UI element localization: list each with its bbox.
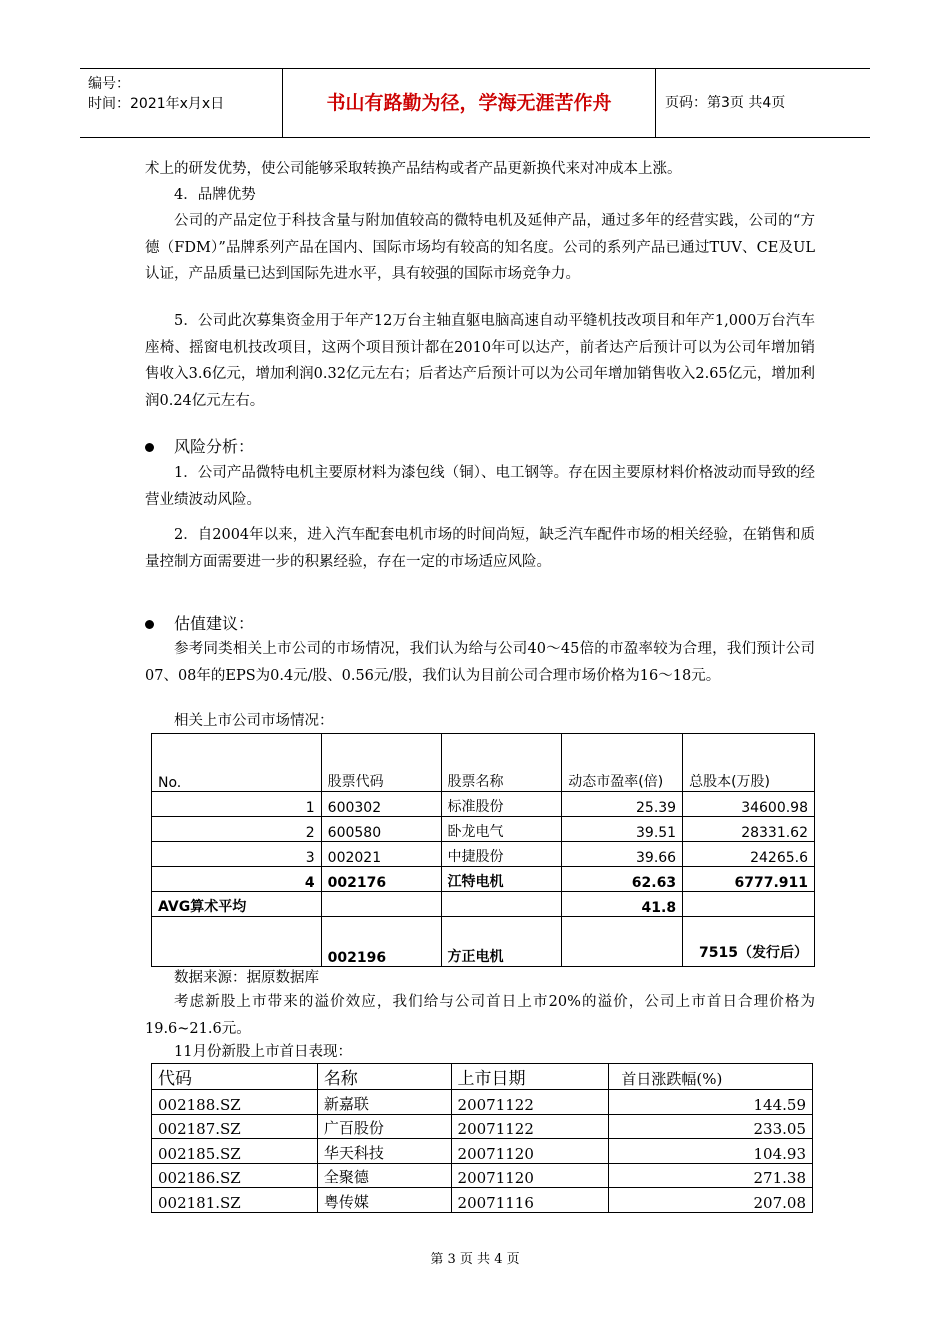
cell: 华天科技: [317, 1139, 451, 1164]
comparable-companies-table: [151, 733, 815, 967]
time-label: 时间：2021年x月x日: [88, 96, 225, 112]
cell: 20071120: [451, 1163, 609, 1188]
cell: 41.8: [562, 892, 683, 917]
cell: [441, 892, 562, 917]
table-row: [152, 1090, 813, 1115]
cell: 002021: [321, 842, 441, 867]
cell: 39.51: [562, 817, 683, 842]
cell: 104.93: [609, 1139, 813, 1164]
cell: 6777.911: [683, 867, 815, 892]
cell: 4: [152, 867, 322, 892]
risk-heading: [145, 434, 254, 457]
cell: 002185.SZ: [152, 1139, 318, 1164]
cell: 62.63: [562, 867, 683, 892]
cell: 方正电机: [441, 917, 562, 967]
table-row: [152, 1163, 813, 1188]
paragraph-risk-1: 1．公司产品微特电机主要原材料为漆包线（铜）、电工钢等。存在因主要原材料价格波动而导致的经营业绩波动风险。: [145, 465, 815, 508]
cell: 600580: [321, 817, 441, 842]
cell: [321, 892, 441, 917]
header-cell: 总股本(万股): [683, 734, 815, 792]
valuation-heading: [145, 611, 254, 634]
header-cell: 首日涨跌幅(%): [609, 1064, 813, 1090]
cell: 002181.SZ: [152, 1188, 318, 1213]
cell: 233.05: [609, 1114, 813, 1139]
page-footer: 第 3 页 共 4 页: [430, 1252, 520, 1267]
cell: 卧龙电气: [441, 817, 562, 842]
cell: 002196: [321, 917, 441, 967]
cell: 20071120: [451, 1139, 609, 1164]
table-row: [152, 817, 815, 842]
paragraph-tech: 术上的研发优势，使公司能够采取转换产品结构或者产品更新换代来对冲成本上涨。: [145, 161, 682, 177]
data-source: 数据来源：据原数据库: [174, 970, 319, 986]
header-motto: 书山有路勤为径，学海无涯苦作舟: [283, 69, 656, 137]
cell: [152, 917, 322, 967]
cell: 新嘉联: [317, 1090, 451, 1115]
cell: 002186.SZ: [152, 1163, 318, 1188]
table-header-row: [152, 1064, 813, 1090]
cell: 25.39: [562, 792, 683, 817]
cell: 中捷股份: [441, 842, 562, 867]
header-cell: 名称: [317, 1064, 451, 1090]
paragraph-risk-2: 2．自2004年以来，进入汽车配套电机市场的时间尚短，缺乏汽车配件市场的相关经验，在销售和质量控制方面需要进一步的积累经验，存在一定的市场适应风险。: [145, 527, 815, 570]
table-row: [152, 1114, 813, 1139]
paragraph-valuation: 参考同类相关上市公司的市场情况，我们认为给与公司40～45倍的市盈率较为合理，我们预计公司07、08年的EPS为0.4元/股、0.56元/股，我们认为目前公司合理市场价格为16～18元。: [145, 641, 815, 684]
cell: 39.66: [562, 842, 683, 867]
cell: 271.38: [609, 1163, 813, 1188]
table-header-row: [152, 734, 815, 792]
table-row: [152, 842, 815, 867]
header-page-label: 页码：第3页 共4页: [665, 95, 786, 111]
cell: 全聚德: [317, 1163, 451, 1188]
table-row: [152, 792, 815, 817]
cell: 1: [152, 792, 322, 817]
cell: 600302: [321, 792, 441, 817]
cell: 002176: [321, 867, 441, 892]
cell: 粤传媒: [317, 1188, 451, 1213]
bullet-icon: [145, 620, 154, 629]
cell: 标准股份: [441, 792, 562, 817]
header-cell: 代码: [152, 1064, 318, 1090]
table-row: [152, 1139, 813, 1164]
table2-caption: 11月份新股上市首日表现：: [174, 1044, 352, 1060]
header-cell: 动态市盈率(倍): [562, 734, 683, 792]
bullet-icon: [145, 443, 154, 452]
cell: 002187.SZ: [152, 1114, 318, 1139]
paragraph-funds: 5．公司此次募集资金用于年产12万台主轴直躯电脑高速自动平缝机技改项目和年产1,000万台汽车座椅、摇窗电机技改项目，这两个项目预计都在2010年可以达产，前者达产后预计可以为公司年增加销售收入3.6亿元，增加利润0.32亿元左右；后者达产后预计可以为公司年增加销售收入2.65亿元，增加利润0.24亿元左右。: [145, 313, 815, 409]
cell: 207.08: [609, 1188, 813, 1213]
heading-brand: 4．品牌优势: [174, 187, 256, 203]
header-cell: No.: [152, 734, 322, 792]
cell: 144.59: [609, 1090, 813, 1115]
cell: [683, 892, 815, 917]
cell: [562, 917, 683, 967]
page-header: [80, 68, 870, 138]
number-label: 编号：: [88, 76, 130, 92]
header-cell: 股票代码: [321, 734, 441, 792]
table1-caption: 相关上市公司市场情况：: [174, 713, 334, 729]
cell: 28331.62: [683, 817, 815, 842]
paragraph-premium: 考虑新股上市带来的溢价效应，我们给与公司首日上市20%的溢价，公司上市首日合理价格为19.6~21.6元。: [145, 994, 815, 1037]
cell: AVG算术平均: [152, 892, 322, 917]
cell: 20071116: [451, 1188, 609, 1213]
table-row: [152, 867, 815, 892]
cell: 江特电机: [441, 867, 562, 892]
header-info: [80, 69, 283, 137]
risk-title: 风险分析：: [174, 437, 255, 456]
valuation-title: 估值建议：: [174, 614, 255, 633]
table-row-average: [152, 892, 815, 917]
header-cell: 上市日期: [451, 1064, 609, 1090]
ipo-performance-table: [151, 1063, 813, 1213]
cell: 34600.98: [683, 792, 815, 817]
cell: 24265.6: [683, 842, 815, 867]
paragraph-brand: 公司的产品定位于科技含量与附加值较高的微特电机及延伸产品，通过多年的经营实践，公司的“方德（FDM）”品牌系列产品在国内、国际市场均有较高的知名度。公司的系列产品已通过TUV、CE及UL认证，产品质量已达到国际先进水平，具有较强的国际市场竞争力。: [145, 213, 815, 282]
header-cell: 股票名称: [441, 734, 562, 792]
cell: 20071122: [451, 1090, 609, 1115]
cell: 7515（发行后）: [683, 917, 815, 967]
cell: 2: [152, 817, 322, 842]
table-row: [152, 1188, 813, 1213]
table-row-target: [152, 917, 815, 967]
cell: 20071122: [451, 1114, 609, 1139]
cell: 3: [152, 842, 322, 867]
cell: 002188.SZ: [152, 1090, 318, 1115]
cell: 广百股份: [317, 1114, 451, 1139]
